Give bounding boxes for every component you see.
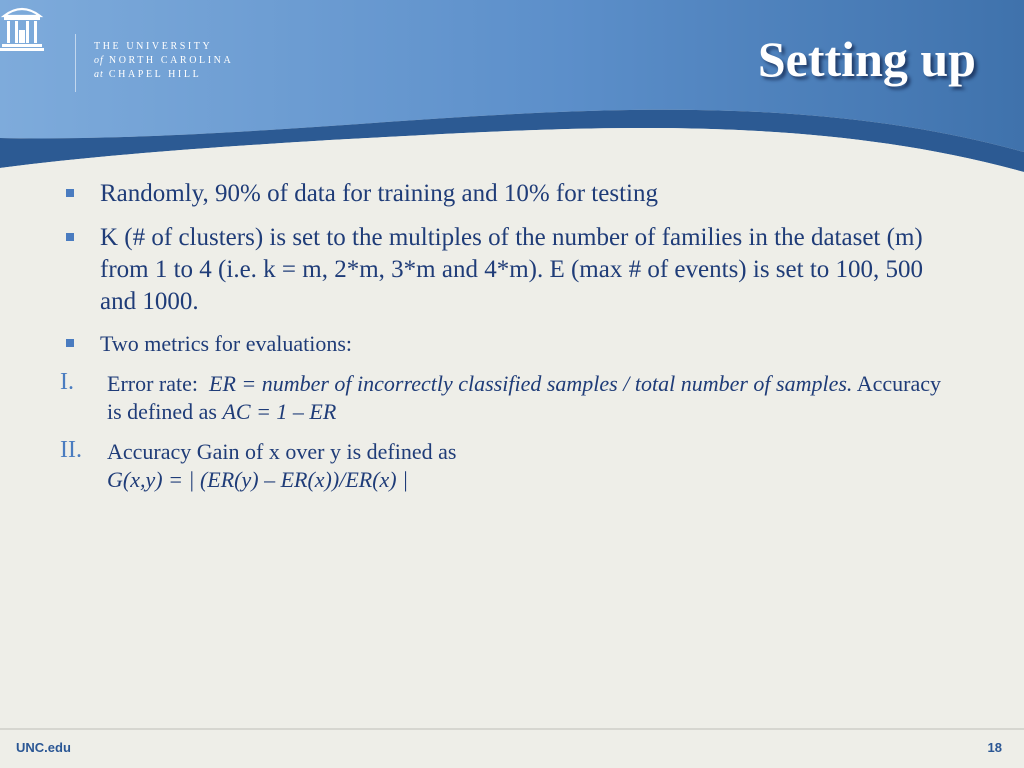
bullet-text: Randomly, 90% of data for training and 10% for testing — [100, 180, 658, 207]
metric-accuracy-gain — [60, 438, 960, 494]
slide-header — [0, 0, 1024, 180]
slide-title: Setting up — [757, 31, 976, 87]
bullet-text: K (# of clusters) is set to the multiples of the number of families in the dataset (m) from 1 to 4 (i.e. k = m, 2*m, 3*m and 4*m). E (max # of events) is set to 100, 500 and 1000. — [100, 224, 924, 315]
university-line-1: THE UNIVERSITY — [94, 41, 213, 52]
logo-divider — [75, 34, 76, 92]
university-wordmark — [94, 40, 233, 82]
footer-divider — [0, 728, 1024, 730]
accuracy-definition: Accuracy is defined as — [107, 371, 941, 424]
slide-content — [60, 178, 960, 506]
square-bullet-icon — [66, 339, 74, 347]
error-rate-formula: ER = number of incorrectly classified samples / total number of samples. — [209, 371, 853, 396]
bullet-cluster-settings — [60, 222, 960, 318]
bullet-metrics — [60, 330, 960, 358]
slide-number: 18 — [987, 740, 1002, 755]
metric-error-rate — [60, 370, 960, 426]
bullet-text: Two metrics for evaluations: — [100, 331, 353, 356]
roman-numeral: I. — [60, 369, 74, 395]
university-line-2: of NORTH CAROLINA — [94, 55, 234, 66]
footer-site-link: UNC.edu — [16, 740, 71, 755]
metric-label: Error rate: — [107, 371, 198, 396]
header-background — [0, 0, 1024, 180]
old-well-logo-icon — [0, 0, 44, 52]
gain-formula: G(x,y) = | (ER(y) – ER(x))/ER(x) | — [107, 467, 409, 492]
accuracy-formula: AC = 1 – ER — [222, 399, 337, 424]
roman-numeral: II. — [60, 437, 82, 463]
square-bullet-icon — [66, 189, 74, 197]
bullet-data-split — [60, 178, 960, 210]
square-bullet-icon — [66, 233, 74, 241]
metric-label: Accuracy Gain of x over y is defined as — [107, 439, 457, 464]
university-line-3: at CHAPEL HILL — [94, 69, 202, 80]
